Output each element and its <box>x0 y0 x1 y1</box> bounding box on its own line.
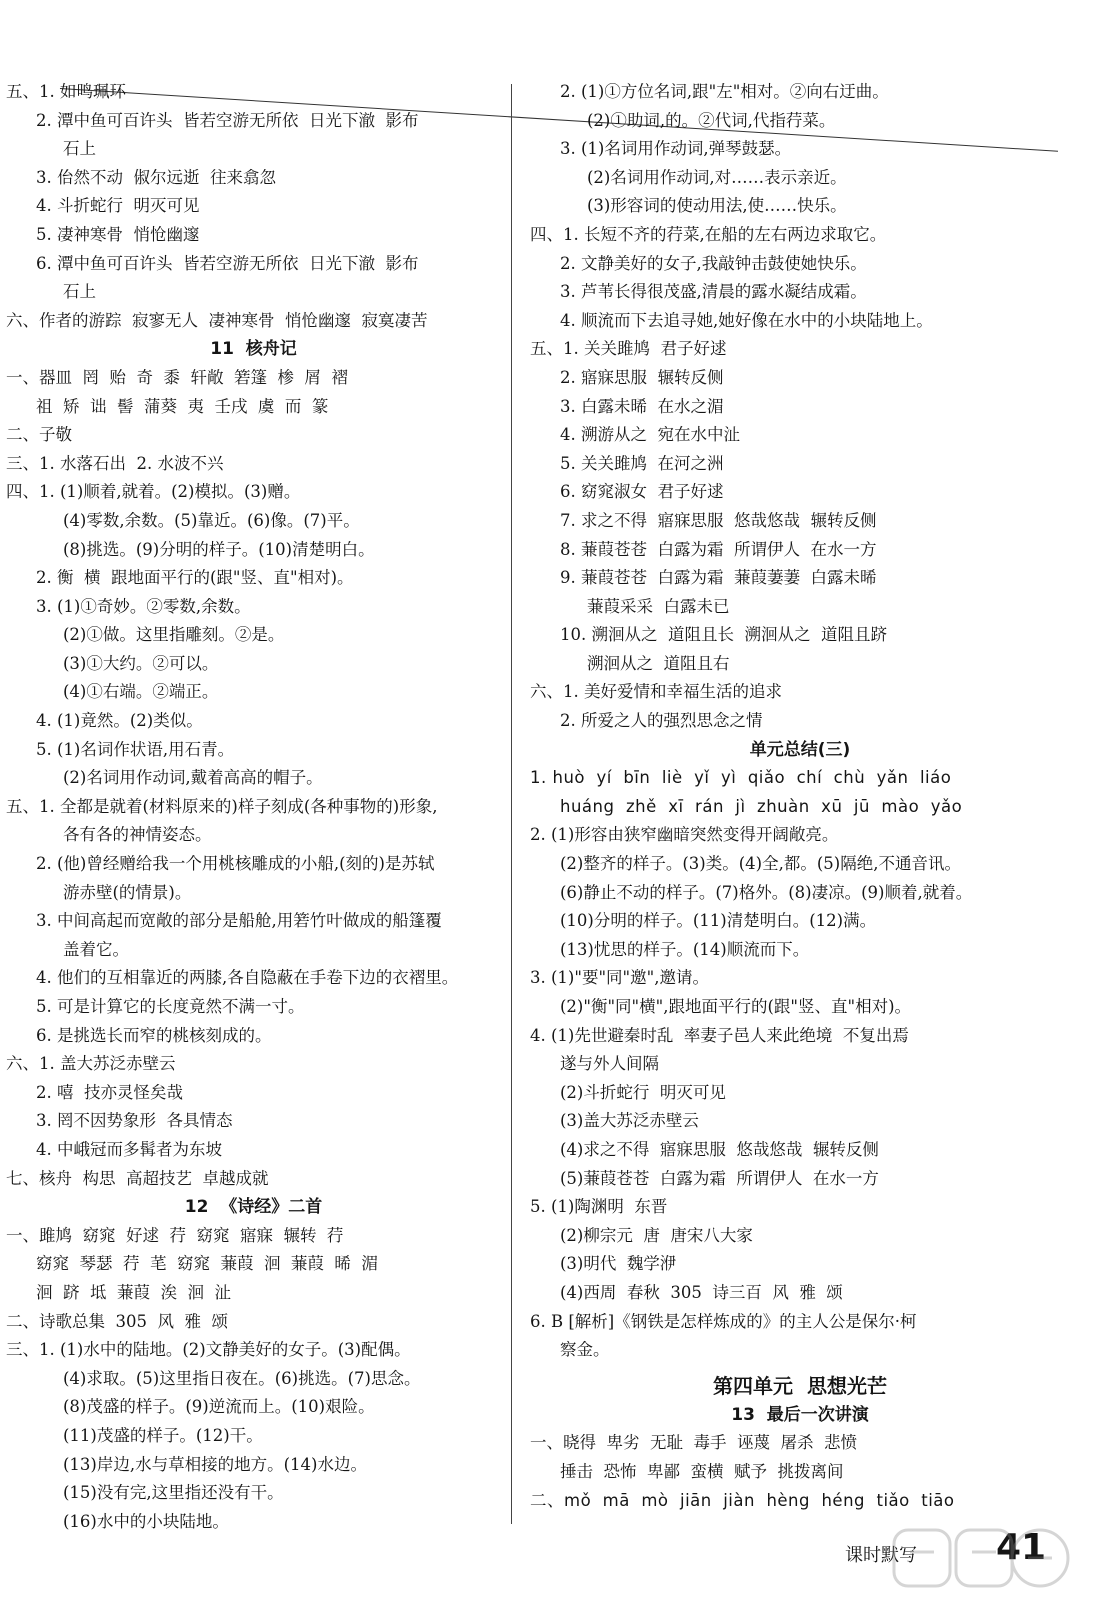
answer-line: 石上 <box>63 139 96 159</box>
answer-line: 察金。 <box>560 1340 610 1360</box>
answer-line: 2. 衡 横 跟地面平行的(跟"竖、直"相对)。 <box>36 568 354 588</box>
answer-line: 5. (1)名词作状语,用石青。 <box>36 739 235 759</box>
answer-line: 6. 潭中鱼可百许头 皆若空游无所依 日光下澈 影布 <box>36 253 419 273</box>
answer-line: 7. 求之不得 寤寐思服 悠哉悠哉 辗转反侧 <box>560 510 877 530</box>
answer-line: 各有各的神情姿态。 <box>63 825 212 845</box>
answer-line: 5. 可是计算它的长度竟然不满一寸。 <box>36 997 305 1016</box>
answer-line: 四、1. 长短不齐的荇菜,在船的左右两边求取它。 <box>530 224 887 244</box>
answer-line: 4. (1)先世避秦时乱 率妻子邑人来此绝境 不复出焉 <box>530 1025 909 1045</box>
answer-line: 3. 佁然不动 俶尔远逝 往来翕忽 <box>36 167 276 187</box>
answer-line: 4. (1)竟然。(2)类似。 <box>36 711 203 731</box>
pinyin-line: 二、mǒ mā mò jiān jiàn hèng héng tiǎo tiāo <box>530 1490 955 1510</box>
answer-line: (2)斗折蛇行 明灭可见 <box>560 1082 726 1102</box>
answer-line: (16)水中的小块陆地。 <box>63 1511 229 1531</box>
answer-line: 3. (1)①奇妙。②零数,余数。 <box>36 596 251 616</box>
answer-line: (2)整齐的样子。(3)类。(4)全,都。(5)隔绝,不通音讯。 <box>560 854 961 874</box>
answer-line: (15)没有完,这里指还没有干。 <box>63 1483 284 1503</box>
answer-line: 2. 嘻 技亦灵怪矣哉 <box>36 1082 183 1102</box>
answer-line: (3)①大约。②可以。 <box>63 653 219 673</box>
answer-line: 七、核舟 构思 高超技艺 卓越成就 <box>6 1168 269 1188</box>
answer-line: 三、1. (1)水中的陆地。(2)文静美好的女子。(3)配偶。 <box>6 1340 411 1360</box>
answer-line: 盖着它。 <box>63 939 129 959</box>
answer-line: 五、1. 关关雎鸠 君子好逑 <box>530 339 727 359</box>
left-column <box>6 78 501 1536</box>
answer-line: 8. 蒹葭苍苍 白露为霜 所谓伊人 在水一方 <box>560 539 877 559</box>
answer-line: 石上 <box>63 282 96 302</box>
answer-line: 6. 窈窕淑女 君子好逑 <box>560 482 724 502</box>
answer-line: 五、1. 全都是就着(材料原来的)样子刻成(各种事物的)形象, <box>6 796 438 816</box>
answer-line: 捶击 恐怖 卑鄙 蛮横 赋予 挑拨离间 <box>560 1461 844 1481</box>
answer-line: 6. B [解析]《钢铁是怎样炼成的》的主人公是保尔·柯 <box>530 1311 917 1331</box>
answer-line: (2)柳宗元 唐 唐宋八大家 <box>560 1225 753 1245</box>
answer-line: (2)"衡"同"横",跟地面平行的(跟"竖、直"相对)。 <box>560 997 912 1016</box>
answer-line: 4. 他们的互相靠近的两膝,各自隐蔽在手卷下边的衣褶里。 <box>36 968 459 988</box>
answer-line: 洄 跻 坻 蒹葭 涘 洄 沚 <box>36 1282 231 1302</box>
answer-line: (13)岸边,水与草相接的地方。(14)水边。 <box>63 1454 367 1474</box>
answer-line: 四、1. (1)顺着,就着。(2)模拟。(3)赠。 <box>6 482 301 502</box>
answer-line: (10)分明的样子。(11)清楚明白。(12)满。 <box>560 911 877 931</box>
answer-line: (2)①做。这里指雕刻。②是。 <box>63 625 285 645</box>
answer-line: 3. 芦苇长得很茂盛,清晨的露水凝结成霜。 <box>560 282 867 302</box>
answer-line: (4)求取。(5)这里指日夜在。(6)挑选。(7)思念。 <box>63 1368 421 1388</box>
answer-line: 5. 凄神寒骨 悄怆幽邃 <box>36 224 200 244</box>
answer-line: (6)静止不动的样子。(7)格外。(8)凄凉。(9)顺着,就着。 <box>560 882 973 902</box>
section-title: 12 《诗经》二首 <box>184 1197 323 1218</box>
answer-line: 二、子敬 <box>6 425 72 445</box>
answer-line: (8)挑选。(9)分明的样子。(10)清楚明白。 <box>63 539 375 559</box>
answer-line: 六、1. 盖大苏泛赤壁云 <box>6 1054 176 1074</box>
answer-line: 一、晓得 卑劣 无耻 毒手 诬蔑 屠杀 悲愤 <box>530 1433 857 1453</box>
answer-line: 2. 所爱之人的强烈思念之情 <box>560 711 763 731</box>
pinyin-line: 1. huò yí bīn liè yǐ yì qiǎo chí chù yǎn liáo <box>530 768 952 788</box>
answer-line: 蒹葭采采 白露未已 <box>587 596 730 616</box>
answer-line: 2. 寤寐思服 辗转反侧 <box>560 367 724 387</box>
answer-line: 一、器皿 罔 贻 奇 黍 轩敞 箬篷 椮 屑 褶 <box>6 367 348 387</box>
answer-line: 5. 关关雎鸠 在河之洲 <box>560 453 724 473</box>
section-title: 单元总结(三) <box>749 739 851 760</box>
answer-line: 二、诗歌总集 305 风 雅 颂 <box>6 1311 228 1331</box>
answer-line: 六、作者的游踪 寂寥无人 凄神寒骨 悄怆幽邃 寂寞凄苦 <box>6 310 428 330</box>
footer-label: 课时默写 <box>845 1545 917 1566</box>
answer-line: 一、雎鸠 窈窕 好逑 荇 窈窕 寤寐 辗转 荇 <box>6 1225 344 1245</box>
answer-line: 4. 顺流而下去追寻她,她好像在水中的小块陆地上。 <box>560 310 933 330</box>
answer-line: 六、1. 美好爱情和幸福生活的追求 <box>530 682 782 702</box>
answer-line: 遂与外人间隔 <box>560 1054 659 1074</box>
answer-line: 窈窕 琴瑟 荇 芼 窈窕 蒹葭 洄 蒹葭 晞 湄 <box>36 1254 378 1274</box>
answer-line: 5. (1)陶渊明 东晋 <box>530 1197 668 1217</box>
answer-line: (4)零数,余数。(5)靠近。(6)像。(7)平。 <box>63 510 360 530</box>
answer-line: 三、1. 水落石出 2. 水波不兴 <box>6 453 224 473</box>
answer-line: 3. (1)名词用作动词,弹琴鼓瑟。 <box>560 139 792 159</box>
answer-line: 3. 中间高起而宽敞的部分是船舱,用箬竹叶做成的船篷覆 <box>36 911 442 931</box>
answer-line: (4)求之不得 寤寐思服 悠哉悠哉 辗转反侧 <box>560 1139 879 1159</box>
watermark-logo <box>890 1522 1085 1594</box>
answer-line: (3)盖大苏泛赤壁云 <box>560 1111 699 1131</box>
answer-line: (2)①助词,的。②代词,代指荇菜。 <box>587 110 836 130</box>
column-divider <box>511 84 512 1524</box>
answer-line: (5)蒹葭苍苍 白露为霜 所谓伊人 在水一方 <box>560 1168 879 1188</box>
answer-line: (4)①右端。②端正。 <box>63 682 219 702</box>
section-title: 13 最后一次讲演 <box>731 1404 869 1425</box>
answer-line: 9. 蒹葭苍苍 白露为霜 蒹葭萋萋 白露未晞 <box>560 568 877 588</box>
answer-line: 2. (1)①方位名词,跟"左"相对。②向右迂曲。 <box>560 82 889 101</box>
answer-line: 4. 溯游从之 宛在水中沚 <box>560 425 740 445</box>
answer-line: 五、1. 如鸣珮环 <box>6 82 126 101</box>
answer-line: (3)明代 魏学洢 <box>560 1254 677 1274</box>
answer-line: 3. (1)"要"同"邀",邀请。 <box>530 968 709 988</box>
answer-line: 2. (他)曾经赠给我一个用桃核雕成的小船,(刻的)是苏轼 <box>36 854 435 874</box>
answer-line: (3)形容词的使动用法,使……快乐。 <box>587 196 847 216</box>
answer-line: 6. 是挑选长而窄的桃核刻成的。 <box>36 1025 272 1045</box>
unit-title: 第四单元 思想光芒 <box>713 1373 887 1398</box>
answer-line: (4)西周 春秋 305 诗三百 风 雅 颂 <box>560 1282 843 1302</box>
answer-line: 4. 斗折蛇行 明灭可见 <box>36 196 200 216</box>
right-column <box>530 78 1070 1515</box>
answer-line: 4. 中峨冠而多髯者为东坡 <box>36 1139 222 1159</box>
answer-line: 2. 文静美好的女子,我敲钟击鼓使她快乐。 <box>560 253 867 273</box>
answer-line: 3. 白露未晞 在水之湄 <box>560 396 724 416</box>
answer-line: (13)忧思的样子。(14)顺流而下。 <box>560 939 810 959</box>
answer-line: 3. 罔不因势象形 各具情态 <box>36 1111 233 1131</box>
answer-line: (11)茂盛的样子。(12)干。 <box>63 1425 263 1445</box>
page-number: 41 <box>996 1527 1047 1568</box>
answer-line: (8)茂盛的样子。(9)逆流而上。(10)艰险。 <box>63 1397 375 1417</box>
answer-line: 2. (1)形容由狭窄幽暗突然变得开阔敞亮。 <box>530 825 839 845</box>
answer-line: 溯洄从之 道阻且右 <box>587 653 730 673</box>
section-title: 11 核舟记 <box>210 339 297 360</box>
answer-line: 10. 溯洄从之 道阻且长 溯洄从之 道阻且跻 <box>560 625 887 645</box>
answer-line: 祖 矫 诎 髻 蒲葵 夷 壬戌 虞 而 篆 <box>36 396 329 416</box>
pinyin-line: huáng zhě xī rán jì zhuàn xū jū mào yǎo <box>560 796 963 816</box>
answer-line: 2. 潭中鱼可百许头 皆若空游无所依 日光下澈 影布 <box>36 110 419 130</box>
answer-line: (2)名词用作动词,对……表示亲近。 <box>587 167 847 187</box>
answer-line: (2)名词用作动词,戴着高高的帽子。 <box>63 768 323 788</box>
answer-line: 游赤壁(的情景)。 <box>63 882 192 902</box>
